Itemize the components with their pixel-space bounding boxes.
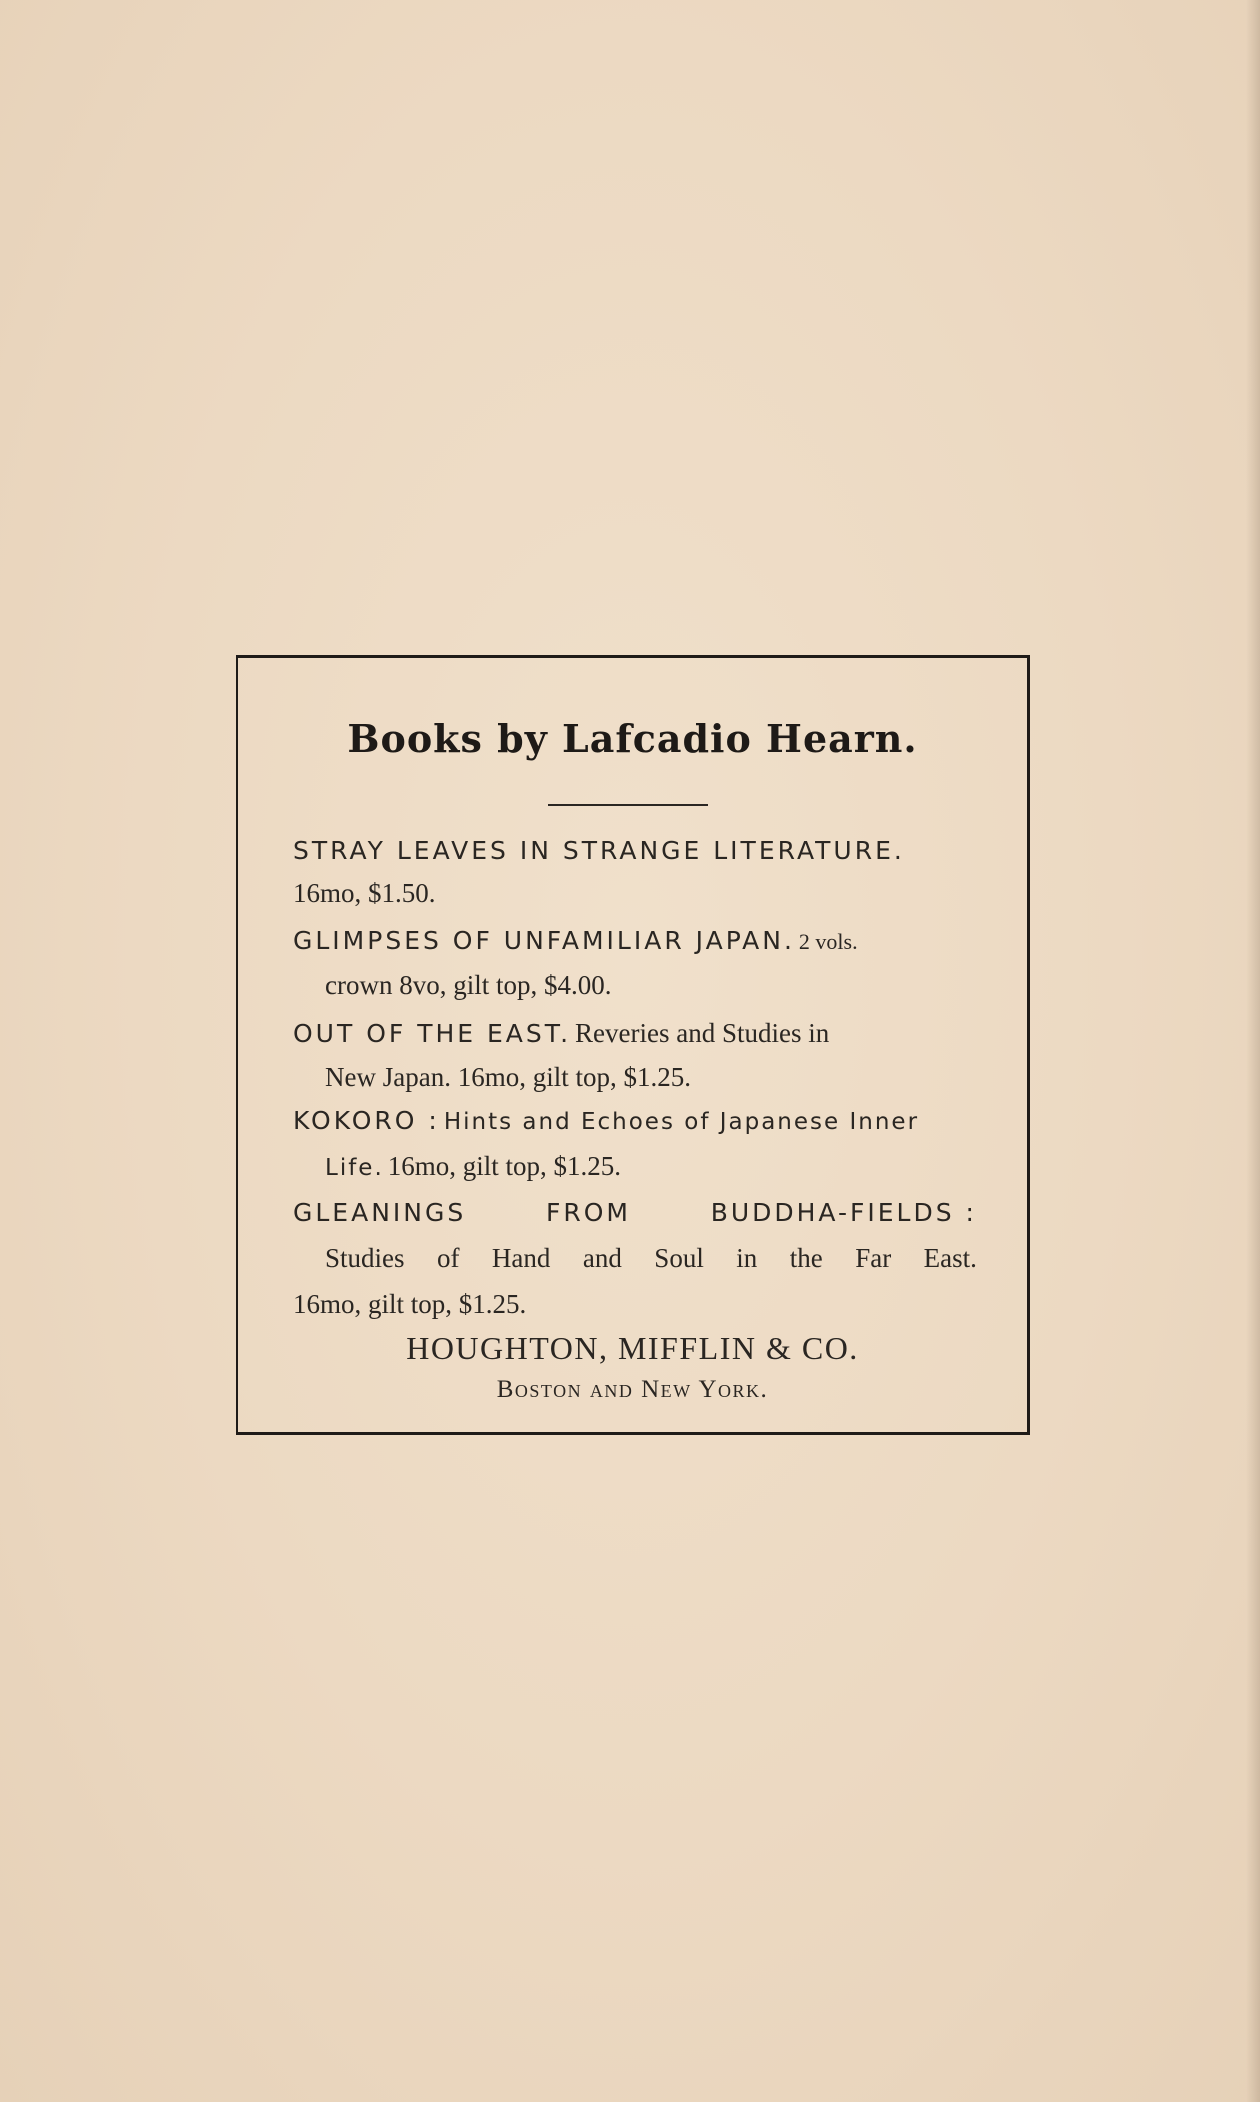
subtitle-word: Hand xyxy=(491,1243,551,1273)
entry-stray-leaves-details: 16mo, $1.50. xyxy=(293,878,436,908)
entry-title-suffix: 2 vols. xyxy=(798,929,858,954)
title-word: FROM xyxy=(545,1198,631,1227)
entry-title-text: KOKORO : xyxy=(293,1106,440,1135)
entry-kokoro-details xyxy=(325,1153,621,1180)
entry-subtitle: Hints and Echoes of Japanese Inner xyxy=(443,1109,920,1135)
subtitle-word: the xyxy=(789,1243,823,1273)
publisher-city: Boston and New York. xyxy=(496,1376,769,1403)
entry-gleanings-title xyxy=(293,1200,977,1225)
advertisement-box xyxy=(236,655,1030,1435)
subtitle-word: Studies xyxy=(325,1243,405,1273)
entry-stray-leaves-title xyxy=(293,838,905,863)
entry-kokoro-title xyxy=(293,1108,919,1134)
entry-title-text: GLIMPSES OF UNFAMILIAR JAPAN. xyxy=(293,926,795,955)
publisher-name: HOUGHTON, MIFFLIN & CO. xyxy=(406,1330,859,1366)
ad-heading: Books by Lafcadio Hearn. xyxy=(347,716,918,761)
entry-out-of-east-title xyxy=(293,1020,829,1047)
page-edge-shadow xyxy=(1246,0,1260,2102)
entry-details: 16mo, gilt top, $1.25. xyxy=(387,1151,622,1181)
entry-gleanings-details: 16mo, gilt top, $1.25. xyxy=(293,1289,527,1319)
subtitle-word: of xyxy=(436,1243,460,1273)
heading-rule xyxy=(548,804,708,806)
subtitle-word: Far xyxy=(855,1243,892,1273)
entry-gleanings-subtitle xyxy=(325,1245,977,1272)
entry-glimpses-title xyxy=(293,928,858,953)
entry-out-of-east-details: New Japan. 16mo, gilt top, $1.25. xyxy=(325,1062,691,1092)
entry-title-text: OUT OF THE EAST. xyxy=(293,1019,572,1048)
entry-title-text: STRAY LEAVES IN STRANGE LITERATURE. xyxy=(293,836,905,865)
subtitle-word: Soul xyxy=(654,1243,704,1273)
title-word: BUDDHA-FIELDS : xyxy=(710,1198,977,1227)
entry-subtitle: Reveries and Studies in xyxy=(575,1018,830,1048)
entry-glimpses-details: crown 8vo, gilt top, $4.00. xyxy=(325,970,612,1000)
subtitle-word: in xyxy=(736,1243,758,1273)
entry-details-prefix: Life. xyxy=(325,1155,384,1181)
subtitle-word: and xyxy=(582,1243,622,1273)
subtitle-word: East. xyxy=(923,1243,977,1273)
title-word: GLEANINGS xyxy=(293,1198,467,1227)
